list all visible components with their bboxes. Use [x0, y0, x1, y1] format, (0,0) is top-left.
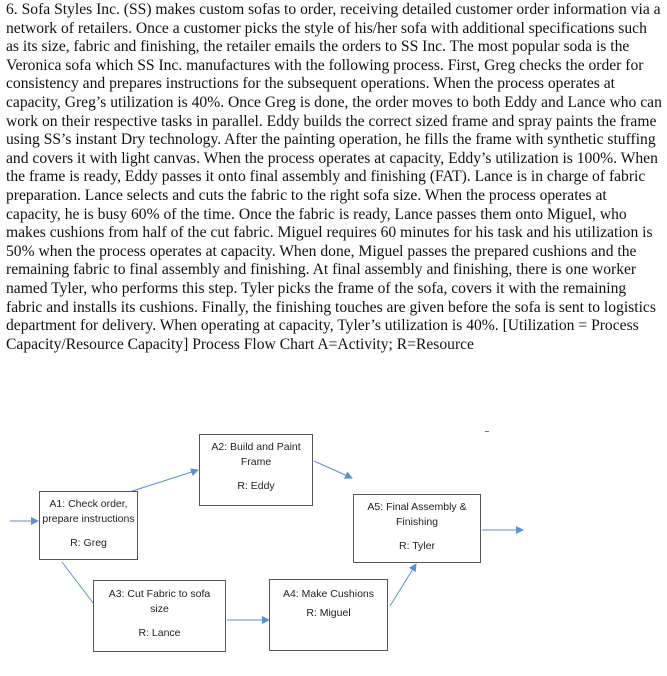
activity-a3-title-2: size	[150, 603, 169, 615]
stray-mark	[485, 431, 489, 432]
activity-a3	[93, 580, 226, 652]
activity-a1-title-2: prepare instructions	[42, 513, 135, 525]
activity-a2-resource: R: Eddy	[237, 480, 275, 492]
activity-a2-title-2: Frame	[240, 456, 272, 468]
activity-a5-title: A5: Final Assembly &	[367, 501, 467, 513]
activity-a4-title: A4: Make Cushions	[282, 588, 375, 600]
activity-a4	[269, 579, 388, 651]
activity-a3-resource: R: Lance	[138, 627, 181, 639]
activity-a2-title: A2: Build and Paint	[211, 441, 301, 453]
activity-a4-resource: R: Miguel	[306, 607, 351, 619]
activity-a1-resource: R: Greg	[70, 537, 107, 549]
problem-statement: 6. Sofa Styles Inc. (SS) makes custom sofas to order, receiving detailed customer order information via a network of retailers. Once a customer picks the style of his/her sofa with additional specifications such as its size, fabric and finishing, the retailer emails the orders to SS Inc. The most popular soda is the Veronica sofa which SS Inc. manufactures with the following process. First, Greg checks the order for consistency and prepares instructions for the subsequent operations. When the process operates at capacity, Greg’s utilization is 40%. Once Greg is done, the order moves to both Eddy and Lance who can work on their respective tasks in parallel. Eddy builds the correct sized frame and spray paints the frame using SS’s instant Dry technology. After the painting operation, he fills the frame with synthetic stuffing and covers it with light canvas. When the process operates at capacity, Eddy’s utilization is 100%. When the frame is ready, Eddy passes it onto final assembly and finishing (FAT). Lance is in charge of fabric preparation. Lance selects and cuts the fabric to the right sofa size. When the process operates at capacity, he is busy 60% of the time. Once the fabric is ready, Lance passes them onto Miguel, who makes cushions from half of the cut fabric. Miguel requires 60 minutes for his task and his utilization is 50% when the process operates at capacity. When done, Miguel passes the prepared cushions and the remaining fabric to final assembly and finishing. At final assembly and finishing, there is one worker named Tyler, who performs this step. Tyler picks the frame of the sofa, covers it with the remaining fabric and installs its cushions. Finally, the finishing touches are given before the sofa is sent to logistics department for delivery. When operating at capacity, Tyler’s utilization is 40%. [Utilization = Process Capacity/Resource Capacity] Process Flow Chart A=Activity; R=Resource	[6, 1, 662, 353]
activity-a5	[353, 494, 481, 563]
arrow-a1-a2	[126, 470, 198, 493]
activity-a5-resource: R: Tyler	[399, 540, 435, 552]
activity-a1-title: A1: Check order,	[49, 498, 128, 510]
activity-a5-title-2: Finishing	[395, 516, 439, 528]
activity-a2	[199, 434, 313, 506]
activity-a3-title: A3: Cut Fabric to sofa	[108, 588, 211, 600]
activity-a1	[39, 491, 138, 560]
arrow-a4-a5	[390, 564, 416, 606]
arrow-a2-a5	[314, 461, 352, 478]
